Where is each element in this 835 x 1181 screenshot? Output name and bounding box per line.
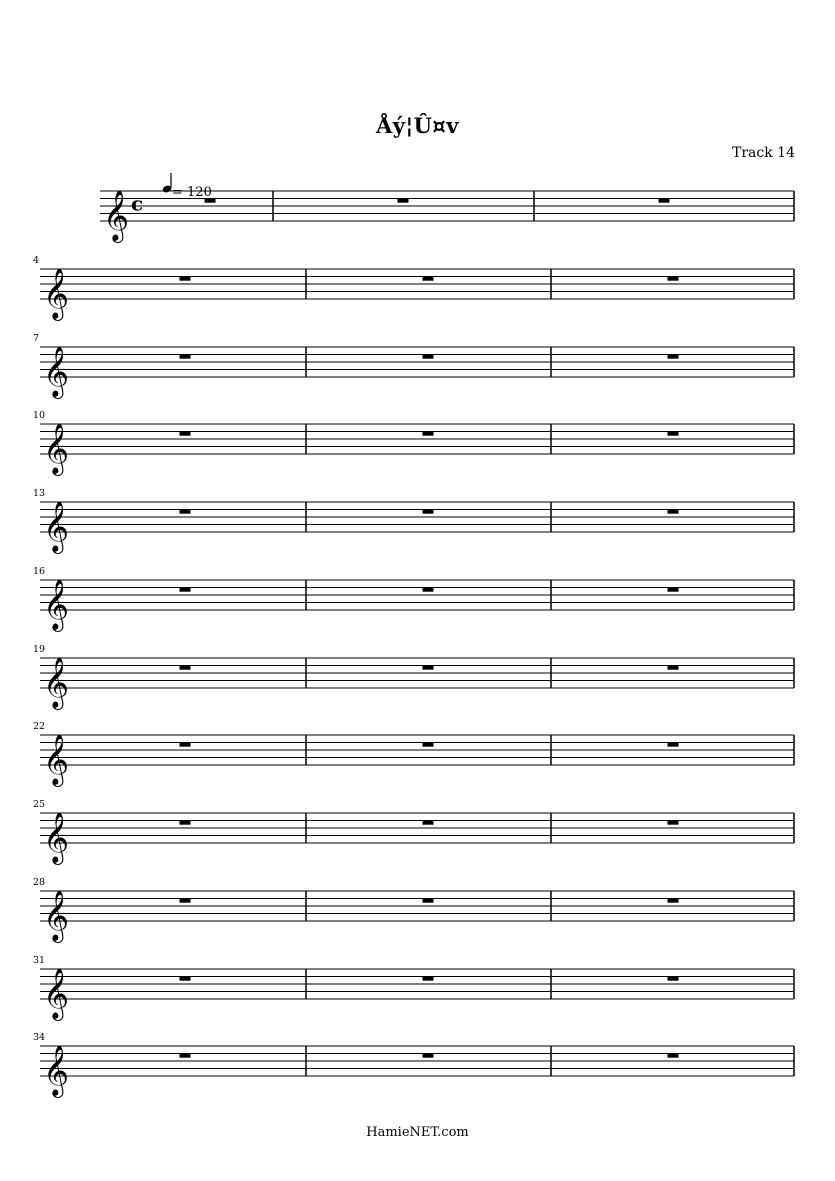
- footer-site-credit: HamieNET.com: [366, 1125, 469, 1140]
- measure-number: 19: [33, 644, 46, 655]
- whole-rest-icon: [668, 821, 679, 825]
- staff-system: [33, 721, 794, 787]
- whole-rest-icon: [659, 199, 670, 203]
- staff-system: [33, 799, 794, 865]
- systems-layer: [33, 173, 794, 1098]
- tempo-marking: = 120: [172, 185, 212, 200]
- measure-number: 4: [33, 255, 40, 266]
- measure-number: 31: [33, 955, 46, 966]
- whole-rest-icon: [423, 588, 434, 592]
- treble-clef-icon: 𝄞: [43, 968, 70, 1019]
- treble-clef-icon: 𝄞: [43, 268, 70, 319]
- whole-rest-icon: [423, 277, 434, 281]
- treble-clef-icon: 𝄞: [43, 734, 70, 785]
- staff-system: [33, 955, 794, 1021]
- measure-number: 10: [33, 410, 46, 421]
- whole-rest-icon: [180, 821, 191, 825]
- treble-clef-icon: 𝄞: [43, 890, 70, 941]
- staff-system: [33, 877, 794, 943]
- score-title: Åý¦Û¤v: [375, 113, 459, 138]
- whole-rest-icon: [423, 821, 434, 825]
- staff-system: [33, 644, 794, 710]
- whole-rest-icon: [180, 588, 191, 592]
- whole-rest-icon: [180, 743, 191, 747]
- whole-rest-icon: [423, 510, 434, 514]
- treble-clef-icon: 𝄞: [43, 812, 70, 863]
- whole-rest-icon: [668, 510, 679, 514]
- measure-number: 25: [33, 799, 46, 810]
- whole-rest-icon: [398, 199, 409, 203]
- measure-number: 16: [33, 566, 46, 577]
- staff-system: [100, 173, 794, 243]
- whole-rest-icon: [423, 355, 434, 359]
- measure-number: 28: [33, 877, 46, 888]
- whole-rest-icon: [668, 977, 679, 981]
- staff-system: [33, 333, 794, 399]
- whole-rest-icon: [668, 277, 679, 281]
- staff-system: [33, 410, 794, 476]
- whole-rest-icon: [180, 666, 191, 670]
- whole-rest-icon: [423, 743, 434, 747]
- whole-rest-icon: [423, 977, 434, 981]
- whole-rest-icon: [668, 899, 679, 903]
- whole-rest-icon: [668, 1054, 679, 1058]
- whole-rest-icon: [423, 666, 434, 670]
- treble-clef-icon: 𝄞: [43, 657, 70, 708]
- whole-rest-icon: [180, 899, 191, 903]
- common-time-signature: c: [131, 191, 144, 216]
- treble-clef-icon: 𝄞: [43, 423, 70, 474]
- whole-rest-icon: [180, 277, 191, 281]
- treble-clef-icon: 𝄞: [43, 1045, 70, 1096]
- whole-rest-icon: [668, 588, 679, 592]
- treble-clef-icon: 𝄞: [43, 346, 70, 397]
- whole-rest-icon: [180, 510, 191, 514]
- measure-number: 7: [33, 333, 40, 344]
- whole-rest-icon: [423, 1054, 434, 1058]
- treble-clef-icon: 𝄞: [103, 190, 130, 241]
- staff-system: [33, 488, 794, 554]
- whole-rest-icon: [180, 1054, 191, 1058]
- measure-number: 13: [33, 488, 46, 499]
- composer-credit: Track 14: [732, 145, 795, 161]
- whole-rest-icon: [423, 899, 434, 903]
- whole-rest-icon: [180, 432, 191, 436]
- whole-rest-icon: [180, 977, 191, 981]
- whole-rest-icon: [180, 355, 191, 359]
- whole-rest-icon: [423, 432, 434, 436]
- staff-system: [33, 255, 794, 321]
- treble-clef-icon: 𝄞: [43, 579, 70, 630]
- whole-rest-icon: [668, 355, 679, 359]
- staff-system: [33, 1032, 794, 1098]
- whole-rest-icon: [668, 432, 679, 436]
- measure-number: 34: [33, 1032, 46, 1043]
- measure-number: 22: [33, 721, 46, 732]
- whole-rest-icon: [668, 666, 679, 670]
- staff-system: [33, 566, 794, 632]
- whole-rest-icon: [668, 743, 679, 747]
- treble-clef-icon: 𝄞: [43, 501, 70, 552]
